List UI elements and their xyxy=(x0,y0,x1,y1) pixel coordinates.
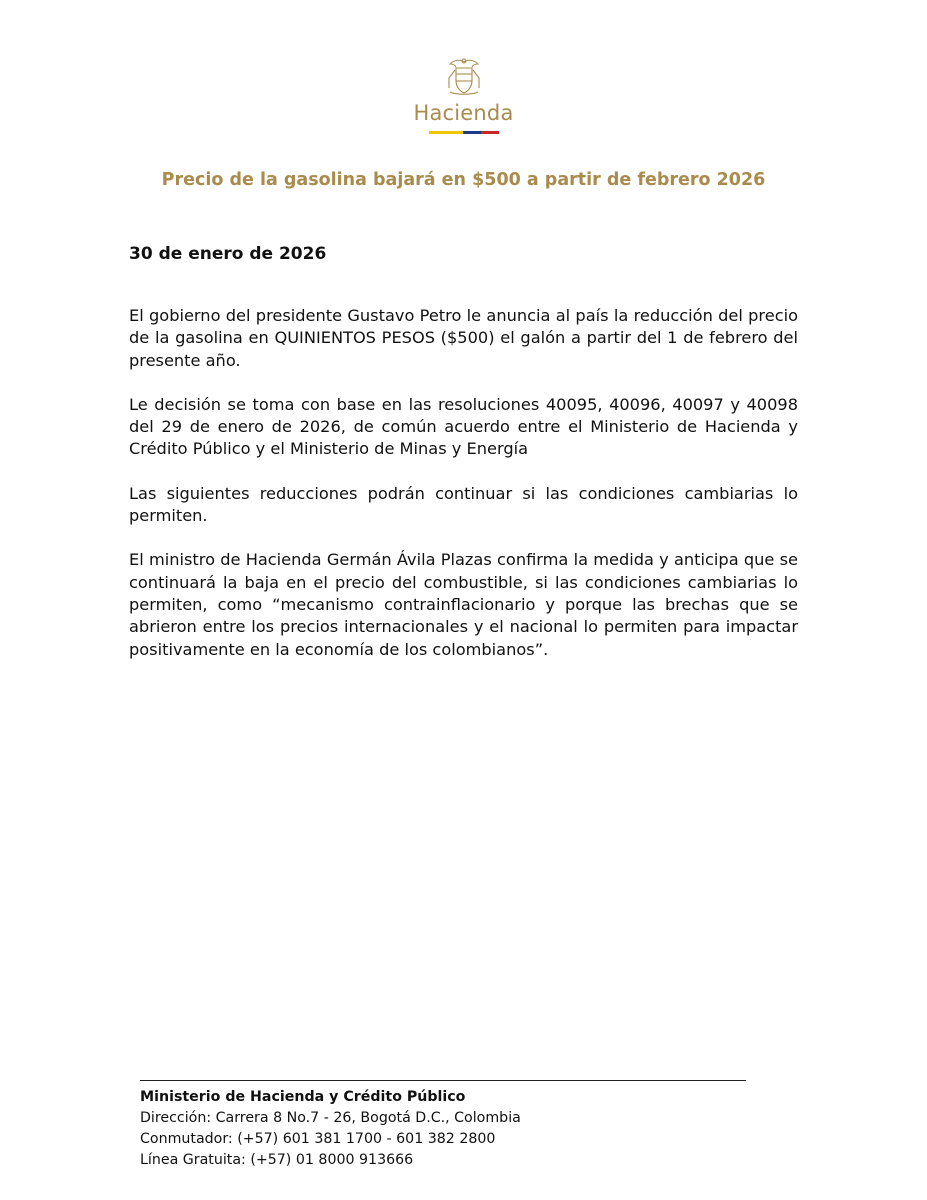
paragraph: Las siguientes reducciones podrán continuar si las condiciones cambiarias lo permiten. xyxy=(129,483,798,526)
footer-switchboard: Conmutador: (+57) 601 381 1700 - 601 382 2800 xyxy=(140,1131,496,1147)
document-title: Precio de la gasolina bajará en $500 a partir de febrero 2026 xyxy=(161,170,766,190)
flag-stripe xyxy=(0,131,927,134)
footer-toll-free: Línea Gratuita: (+57) 01 8000 913666 xyxy=(140,1152,414,1168)
document-body xyxy=(129,305,798,683)
paragraph: El gobierno del presidente Gustavo Petro le anuncia al país la reducción del precio de la gasolina en QUINIENTOS PESOS ($500) el galón a partir del 1 de febrero del presente año. xyxy=(129,306,798,370)
paragraph: Le decisión se toma con base en las resoluciones 40095, 40096, 40097 y 40098 del 29 de enero de 2026, de común acuerdo entre el Ministerio de Hacienda y Crédito Público y el Ministerio de Minas y Energía xyxy=(129,394,798,459)
header-logo xyxy=(0,56,927,134)
document-date: 30 de enero de 2026 xyxy=(129,244,327,264)
footer-address: Dirección: Carrera 8 No.7 - 26, Bogotá D.C., Colombia xyxy=(140,1110,521,1126)
footer-divider xyxy=(140,1080,746,1081)
flag-red-stripe xyxy=(481,131,499,134)
paragraph: El ministro de Hacienda Germán Ávila Plazas confirma la medida y anticipa que se continuará la baja en el precio del combustible, si las condiciones cambiarias lo permiten, como “mecanismo contrainflacionario y porque las brechas que se abrieron entre los precios internacionales y el nacional lo permiten para impactar positivamente en la economía de los colombianos”. xyxy=(129,550,798,659)
colombia-coat-of-arms-icon xyxy=(444,56,484,98)
flag-blue-stripe xyxy=(463,131,481,134)
brand-name: Hacienda xyxy=(413,101,514,125)
flag-yellow-stripe xyxy=(429,131,463,134)
footer-org: Ministerio de Hacienda y Crédito Público xyxy=(140,1089,466,1105)
footer xyxy=(140,1062,746,1171)
